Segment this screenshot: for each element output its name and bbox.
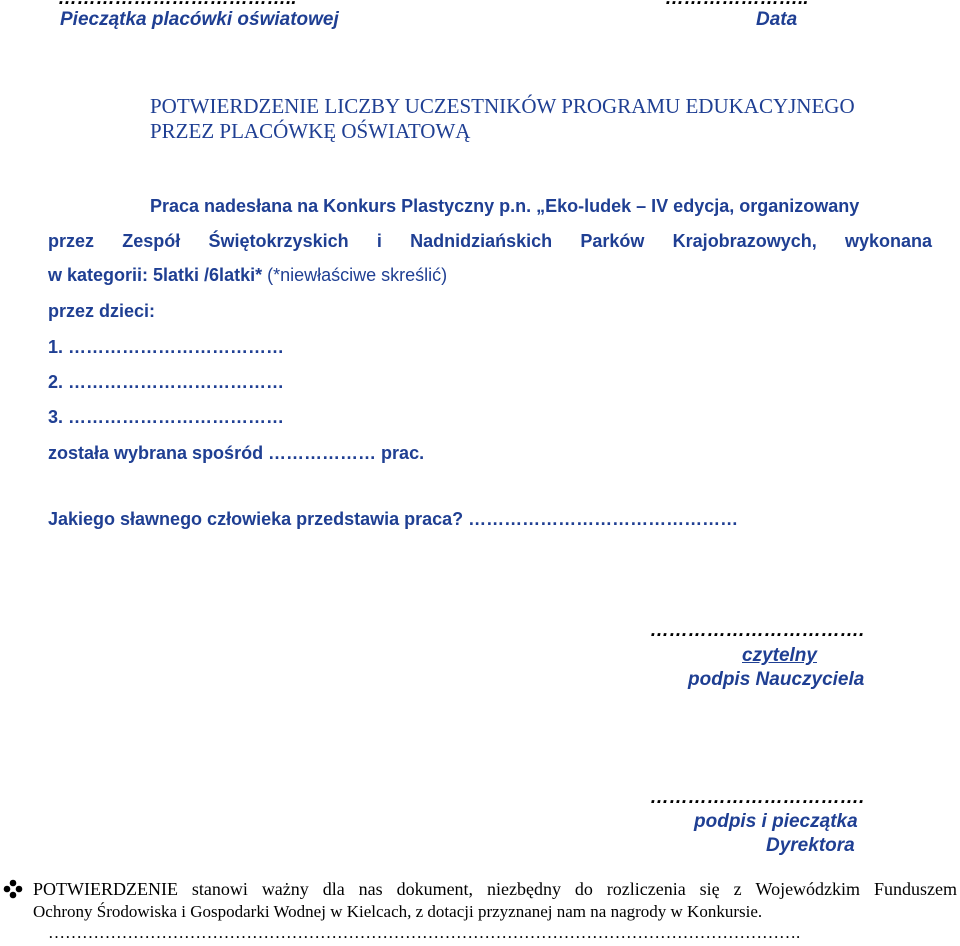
body-line-2-word: Krajobrazowych, — [672, 231, 817, 251]
body-line-2-word: Nadnidziańskich — [410, 231, 553, 251]
body-line-2 — [48, 231, 932, 252]
body-line-2-word: Parków — [580, 231, 645, 251]
footer-line-1-word: Funduszem — [873, 879, 957, 899]
teacher-legible-label: czytelny — [742, 645, 817, 666]
footer-line-1-word: z — [733, 879, 742, 899]
footer-line-1-word: Wojewódzkim — [755, 879, 861, 899]
footer-line-1-word: POTWIERDZENIE — [33, 879, 178, 899]
body-line-2-word: Świętokrzyskich — [208, 231, 349, 251]
footer-line-1-word: rozliczenia — [606, 879, 686, 899]
document-title-line1: POTWIERDZENIE LICZBY UCZESTNIKÓW PROGRAMU EDUKACYJNEGO — [150, 94, 855, 118]
child-entry-1: 1. ……………………………… — [48, 337, 285, 357]
footer-dots: ……………………………………………………………………………………………………………………. — [48, 923, 801, 942]
body-line-2-word: Zespół — [122, 231, 181, 251]
stamp-label: Pieczątka placówki oświatowej — [60, 9, 339, 30]
director-signature-dots: ……………………………. — [650, 787, 865, 808]
footer-line-1-word: do — [574, 879, 593, 899]
date-label: Data — [756, 9, 798, 30]
category-text: w kategorii: 5latki /6latki* — [48, 265, 263, 285]
director-signature-label: podpis i pieczątka — [694, 811, 858, 832]
footer-line-1-word: dokument, — [396, 879, 474, 899]
teacher-signature-label: podpis Nauczyciela — [688, 669, 865, 690]
child-entry-2: 2. ……………………………… — [48, 372, 285, 392]
body-line-1: Praca nadesłana na Konkurs Plastyczny p.n. „Eko-ludek – IV edycja, organizowany — [150, 196, 860, 216]
body-line-3 — [48, 265, 447, 286]
diamond-bullet-icon — [3, 879, 23, 899]
question-line: Jakiego sławnego człowieka przedstawia praca? ……………………………………… — [48, 509, 739, 529]
teacher-signature-dots: ……………………………. — [650, 620, 865, 641]
footer-line-1-word: stanowi — [191, 879, 248, 899]
body-line-2-word: przez — [48, 231, 95, 251]
children-label: przez dzieci: — [48, 301, 156, 321]
document-title-line2: PRZEZ PLACÓWKĘ OŚWIATOWĄ — [150, 119, 471, 143]
category-note: (*niewłaściwe skreślić) — [262, 265, 448, 285]
footer-line-1-word: niezbędny — [486, 879, 561, 899]
footer-line-2: Ochrony Środowiska i Gospodarki Wodnej w Kielcach, z dotacji przyznanej nam na nagrody w Konkursie. — [33, 902, 763, 921]
footer-line-1-word: nas — [358, 879, 383, 899]
body-line-2-word: wykonana — [844, 231, 932, 251]
footer-line-1-word: dla — [322, 879, 345, 899]
body-line-2-word: i — [376, 231, 382, 251]
footer-line-1 — [33, 879, 957, 900]
footer-line-1-word: się — [699, 879, 720, 899]
footer-line-1-word: ważny — [261, 879, 309, 899]
chosen-line: została wybrana spośród ……………… prac. — [48, 443, 425, 463]
director-title-label: Dyrektora — [766, 835, 855, 856]
child-entry-3: 3. ……………………………… — [48, 407, 285, 427]
